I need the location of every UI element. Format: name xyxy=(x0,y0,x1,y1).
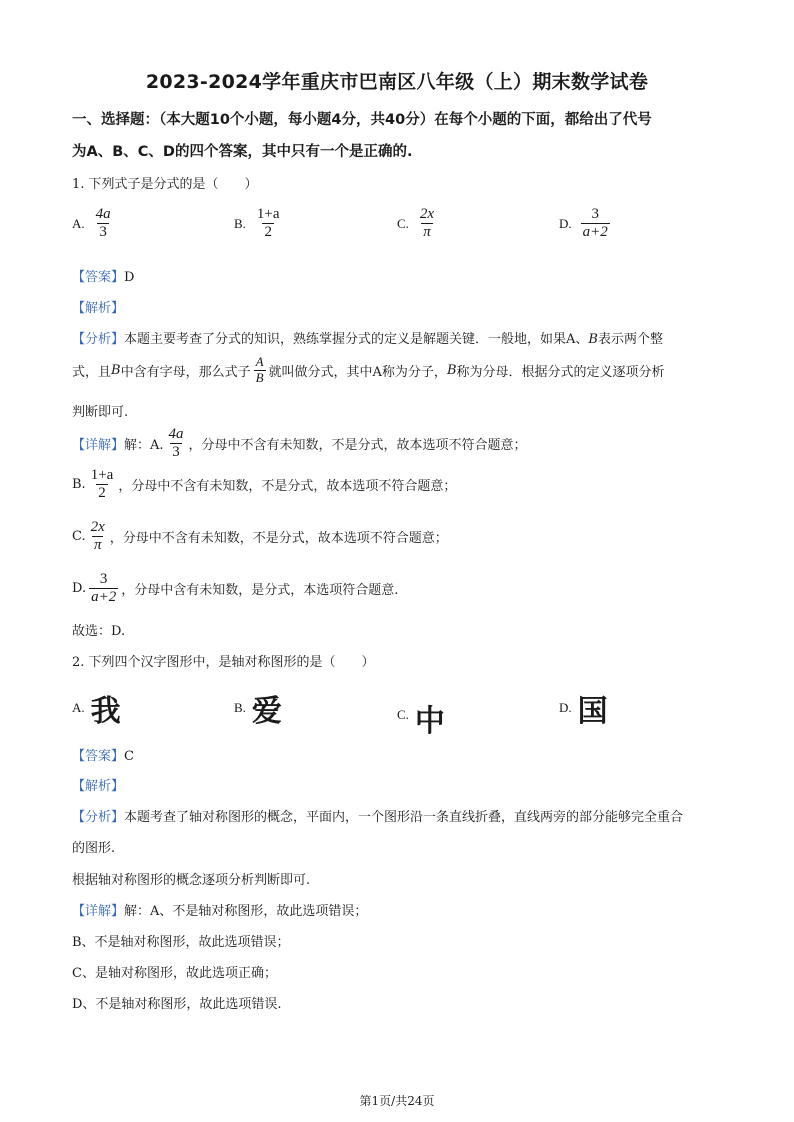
q2-detail-c: C、是轴对称图形，故此选项正确； xyxy=(72,966,277,981)
q1-option-b xyxy=(234,206,285,242)
fraction xyxy=(255,206,282,242)
q1-fenxi-line2 xyxy=(72,355,665,386)
denominator: 3 xyxy=(99,224,107,241)
option-letter: B. xyxy=(234,215,246,231)
fraction xyxy=(167,426,186,462)
fraction-a-over-b xyxy=(254,355,266,386)
detail-text: ，分母中不含有未知数，不是分式，故本选项不符合题意； xyxy=(188,438,527,454)
denominator: π xyxy=(93,537,102,554)
numerator: 4a xyxy=(168,426,184,442)
detail-prefix: B. xyxy=(72,477,86,493)
fenxi2-c: 就叫做分式，其中A称为分子， xyxy=(268,364,447,380)
numerator: 1+a xyxy=(256,206,280,222)
fraction xyxy=(89,571,118,607)
detail-prefix: 解：A. xyxy=(124,438,164,454)
detail-tag: 【详解】 xyxy=(72,438,125,454)
q1-detail-b xyxy=(72,467,456,503)
page-number-footer: 第1页/共24页 xyxy=(359,1094,435,1108)
answer-value: D xyxy=(124,270,135,285)
fenxi-tag: 【分析】 xyxy=(72,332,125,347)
fenxi2-d: 称为分母．根据分式的定义逐项分析 xyxy=(456,364,665,380)
fenxi-tag: 【分析】 xyxy=(72,810,125,825)
fraction xyxy=(418,206,436,242)
detail-text: ，分母中含有未知数，是分式，本选项符合题意. xyxy=(121,583,399,599)
numerator: 3 xyxy=(99,571,108,587)
option-letter: D. xyxy=(559,215,572,231)
q1-fenxi-line3: 判断即可. xyxy=(72,405,129,420)
fenxi-text: 本题主要考查了分式的知识，熟练掌握分式的定义是解题关键．一般地，如果A、 xyxy=(124,332,589,347)
option-letter: B. xyxy=(234,700,246,715)
denominator: a+2 xyxy=(91,589,117,606)
fraction xyxy=(89,467,116,503)
q2-fenxi-line2: 的图形. xyxy=(72,841,116,856)
numerator: 2x xyxy=(90,519,105,535)
option-letter: D. xyxy=(559,700,572,715)
answer-tag: 【答案】 xyxy=(72,270,125,285)
numerator: 2x xyxy=(419,206,435,222)
q2-option-b xyxy=(234,686,282,730)
fenxi-text: 本题考查了轴对称图形的概念，平面内，一个图形沿一条直线折叠，直线两旁的部分能够完全重合 xyxy=(124,810,684,825)
answer-value: C xyxy=(124,749,134,764)
fenxi-text-end: 表示两个整 xyxy=(597,332,663,347)
numerator: 3 xyxy=(591,206,599,222)
q2-detail-b: B、不是轴对称图形，故此选项错误； xyxy=(72,935,290,950)
question-1-stem: 1. 下列式子是分式的是（ ） xyxy=(72,177,258,192)
fenxi2-a: 式，且 xyxy=(72,364,112,380)
q2-analysis-tag: 【解析】 xyxy=(72,779,125,794)
q2-option-d xyxy=(559,686,608,730)
option-letter: A. xyxy=(72,215,85,231)
question-2-stem: 2. 下列四个汉字图形中，是轴对称图形的是（ ） xyxy=(72,655,375,670)
q1-detail-c xyxy=(72,519,448,555)
detail-text: ，分母中不含有未知数，不是分式，故本选项不符合题意； xyxy=(118,479,457,495)
q2-option-a xyxy=(72,686,121,730)
detail-text: 解：A、不是轴对称图形，故此选项错误； xyxy=(124,904,368,919)
q2-fenxi-line1 xyxy=(72,806,683,825)
option-letter: C. xyxy=(397,215,409,231)
q1-detail-d xyxy=(72,571,398,607)
denominator: 3 xyxy=(172,444,180,461)
hanzi-glyph: 国 xyxy=(577,694,608,729)
var-b: B xyxy=(588,332,598,347)
hanzi-glyph: 爱 xyxy=(251,694,282,729)
q1-analysis-tag: 【解析】 xyxy=(72,301,125,316)
answer-tag: 【答案】 xyxy=(72,749,125,764)
q1-detail-a xyxy=(72,426,527,462)
hanzi-glyph: 中 xyxy=(414,704,445,739)
var-b: B xyxy=(446,362,457,378)
detail-prefix: C. xyxy=(72,529,86,545)
q2-detail-a xyxy=(72,900,367,919)
fraction xyxy=(94,206,113,242)
numerator: 1+a xyxy=(90,467,114,483)
denominator: B xyxy=(255,369,264,385)
page-title: 2023-2024学年重庆市巴南区八年级（上）期末数学试卷 xyxy=(145,71,649,93)
q1-option-d xyxy=(559,206,613,242)
denominator: π xyxy=(423,224,431,241)
detail-tag: 【详解】 xyxy=(72,904,125,919)
q2-fenxi-line3: 根据轴对称图形的概念逐项分析判断即可. xyxy=(72,873,311,888)
q1-option-c xyxy=(397,206,439,242)
option-letter: A. xyxy=(72,700,85,715)
q1-option-a xyxy=(72,206,116,242)
q2-detail-d: D、不是轴对称图形，故此选项错误. xyxy=(72,997,282,1012)
denominator: a+2 xyxy=(582,224,608,241)
fenxi2-b: 中含有字母，那么式子 xyxy=(120,364,251,380)
section-header-line1: 一、选择题：（本大题10个小题，每小题4分，共40分）在每个小题的下面，都给出了代号 xyxy=(72,112,652,128)
detail-text: ，分母中不含有未知数，不是分式，故本选项不符合题意； xyxy=(109,531,448,547)
fraction xyxy=(89,519,107,555)
detail-prefix: D. xyxy=(72,581,87,597)
q1-fenxi-line1 xyxy=(72,328,663,347)
denominator: 2 xyxy=(264,224,272,241)
var-b: B xyxy=(111,362,121,378)
section-header-line2: 为A、B、C、D的四个答案，其中只有一个是正确的. xyxy=(72,144,413,160)
numerator: 4a xyxy=(95,206,111,222)
q1-answer xyxy=(72,266,134,285)
q1-conclusion: 故选：D. xyxy=(72,624,126,639)
option-letter: C. xyxy=(397,707,409,722)
hanzi-glyph: 我 xyxy=(90,694,121,729)
q2-answer xyxy=(72,745,134,764)
denominator: 2 xyxy=(98,485,106,502)
q2-option-c xyxy=(397,690,445,740)
numerator: A xyxy=(255,354,264,369)
fraction xyxy=(581,206,610,242)
